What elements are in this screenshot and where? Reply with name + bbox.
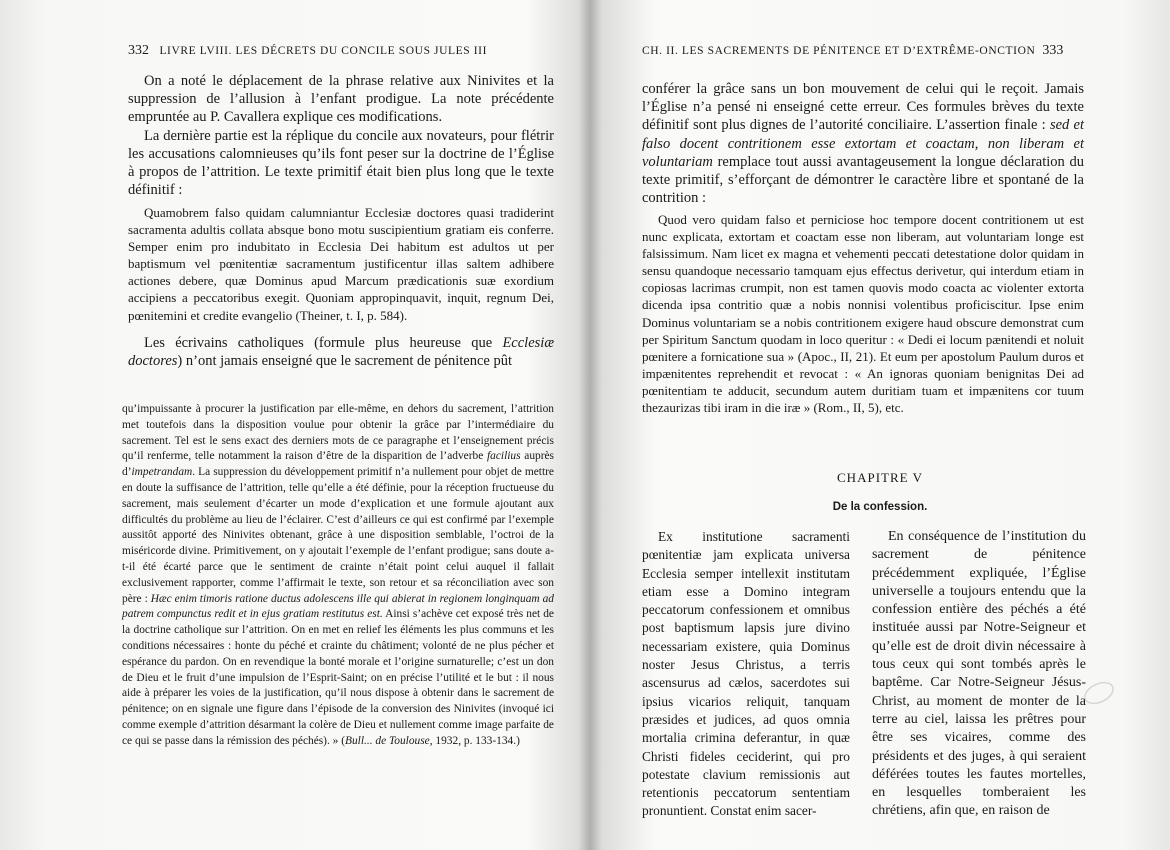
latin-column-text: Ex institutione sacramenti pœnitentiæ jam explicata universa Ecclesia semper intellexit institutam etiam esse a Domino integram peccatorum confessionem et omnibus post baptismum lapsis jure divino necessariam existere, quia Dominus noster Jesus Christus, a terris ascensurus ad cælos, sacerdotes sui ipsius vicarios reliquit, tanquam præsides et judices, ad quos omnia mortalia crimina deferantur, in quæ Christi fideles ceciderint, qui pro potestate clavium remissionis aut retentionis peccatorum sententiam pronuntient. Constat enim sacer- <box>642 529 850 819</box>
chapter-heading: CHAPITRE V <box>837 470 923 485</box>
footnote-italic: impetrandam <box>131 466 193 479</box>
left-head-title: LIVRE LVIII. LES DÉCRETS DU CONCILE SOUS JULES III <box>159 45 488 57</box>
right-page <box>590 0 1170 850</box>
footnote-part: auprès d’ <box>122 450 554 479</box>
footnote-part: . La suppression du développement primitif n’a nullement pour objet de mettre en doute la suffisance de l’attrition, telle qu’elle a été définie, pour la réception fructueuse du sacrement, mais seulement d’écarter un mode d’explication et une formule ajoutant aux difficultés du problème au lieu de l’éclairer. C’est d’ailleurs ce qui est confirmé par l’exemple aussitôt apporté des Ninivites obtenant, grâce à une disposition semblable, l’octroi de la miséricorde divine. Primitivement, on y ajoutait l’exemple de l’enfant prodigue; sans doute a-t-il été écarté parce que le sentiment de crainte n’était point celui auquel il fallait exclusivement rapporter, comme l’affirmait le texte, son retour et sa réconciliation avec son père : <box>122 466 554 605</box>
left-latin-quote <box>128 204 554 324</box>
right-page-number: 333 <box>1042 43 1064 58</box>
footnote-italic: Bull... de Toulouse <box>345 734 430 747</box>
left-running-head <box>128 43 487 59</box>
left-final-para <box>128 334 554 370</box>
footnote-italic: Hæc enim timoris ratione ductus adolescens ille qui abierat in regionem longinquam ad patrem compunctus redit et in ejus gratiam restitutus est. <box>122 592 555 621</box>
footnote-part: , 1932, p. 133-134.) <box>429 734 520 747</box>
footnote-part: Ainsi s’achève cet exposé très net de la doctrine catholique sur l’attrition. On en met en relief les éléments les plus communs et les conditions nécessaires : honte du péché et crainte du châtiment; volonté de ne plus pécher et espérance du pardon. On en revendique la bonté morale et l’origine surnaturelle; c’est un don de Dieu et le fruit d’une impulsion de l’Esprit-Saint; on en précise l’utilité et le but : il nous aide à préparer les voies de la justification, qu’il nous dispose à obtenir dans le sacrement de pénitence; on en signale une figure dans l’épisode de la conversion des Ninivites (invoqué ici comme exemple d’attrition désarmant la colère de Dieu et nullement comme image parfaite de ce qui se passe dans la rémission des péchés). » ( <box>122 608 554 747</box>
para-end: remplace tout aussi avantageusement la longue déclaration du texte primitif, s’efforçant de démontrer le caractère libre et spontané de la contrition : <box>642 153 1084 207</box>
paragraph-derniere-partie: La dernière partie est la réplique du concile aux novateurs, pour flétrir les accusations calomnieuses qu’ils font peser sur la doctrine de l’Église à propos de l’attrition. Le texte primitif était bien plus long que le texte définitif : <box>128 127 554 199</box>
para-italic: Ecclesiæ doctores <box>128 335 554 370</box>
para-end: ) n’ont jamais enseigné que le sacrement de pénitence pût <box>177 353 512 370</box>
paragraph-ninivites: On a noté le déplacement de la phrase relative aux Ninivites et la suppression de l’allusion à l’enfant prodigue. La note précédente empruntée au P. Cavallera explique ces modifications. <box>128 73 554 126</box>
french-column-text: En conséquence de l’institution du sacrement de pénitence précédemment expliquée, l’Église universelle a toujours entendu que la confession entière des péchés a été instituée aussi par Notre-Seigneur et qu’elle est de droit divin nécessaire à tous ceux qui sont tombés après le baptême. Car Notre-Seigneur Jésus-Christ, au moment de monter de la terre au ciel, laissa les prêtres pour être ses vicaires, comme des présidents et des juges, à qui seraient déférées toutes les fautes mortelles, en lesquelles tomberaient les chrétiens, afin que, en raison de <box>872 529 1086 819</box>
right-running-head <box>642 43 1063 59</box>
footnote-part: qu’impuissante à procurer la justification par elle-même, en dehors du sacrement, l’attrition met toutefois dans la disposition voulue pour obtenir la grâce par l’intermédiaire du sacrement. Tel est le sens exact des derniers mots de ce paragraphe et l’enseignement précis qu’il renferme, telle notamment la raison d’être de la disparition de l’adverbe <box>122 403 554 463</box>
para-italic: sed et falso docent contritionem esse extortam et coactam, non liberam et voluntariam <box>642 117 1084 170</box>
latin-column <box>642 528 850 821</box>
footnote-text <box>122 402 554 750</box>
library-stamp-mark <box>1082 680 1116 706</box>
latin-quote-text: Quamobrem falso quidam calumniantur Ecclesiæ doctores quasi tradiderint sacramenta adultis collata absque bono motu suscipientium gratiam eis conferre. Semper enim pro indubitato in Ecclesia Dei habitum est adultos ut per baptismum vel pœnitentiæ sacramentum justificentur illas saltem adhibere actiones debere, quæ Dominus apud Marcum prædicationis suæ exordium accipiens a peccatoribus exegit. Quoniam appropinquavit, inquit, regnum Dei, pœnitemini et credite evangelio (Theiner, t. I, p. 584). <box>128 205 554 323</box>
footnote-italic: facilius <box>487 450 521 463</box>
paragraph-conferer <box>642 80 1084 207</box>
latin-quote-text: Quod vero quidam falso et perniciose hoc tempore docent contritionem ut est nunc explicata, extortam et coactam esse non liberam, aut voluntariam longe est falsissimum. Nam licet ex magna et vehementi peccati detestatione dolor quidam in sensu quandoque necessario tamquam ejus effectus derivetur, qui interdum etiam in copiosas lacrimas crumpit, non est tamen quovis modo coacta ac violenter extorta dicenda ipsa contritio quæ a nobis nonnisi volentibus proficiscitur. Ipse enim Dominus voluntariam se a nobis contritionem exigere haud obscure demonstrat cum per Spiritum Sanctum quodam in loco queritur : « Dedi ei locum pænitendi et noluit pœnitere a fornicatione sua » (Apoc., II, 21). Et eum per apostolum Paulum duros et impænitentes reprehendit et revocat : « An ignoras quoniam benignitas Dei ad pœnitentiam te adducit, secundum autem duritiam tuam et impænitens cor tuum thezaurizas tibi iram in die iræ » (Rom., II, 5), etc. <box>642 212 1084 416</box>
right-head-title: CH. II. LES SACREMENTS DE PÉNITENCE ET D’EXTRÊME-ONCTION <box>642 45 1036 57</box>
chapter-title: De la confession. <box>832 501 928 513</box>
french-column <box>872 528 1086 821</box>
left-intro-text <box>128 72 554 199</box>
para-start: conférer la grâce sans un bon mouvement de celui qui le reçoit. Jamais l’Église n’a pensé ni enseigné cette erreur. Ces formules brèves du texte définitif sont plus dignes de l’autorité conciliaire. L’assertion finale : <box>642 81 1084 134</box>
right-intro-text <box>642 80 1084 207</box>
right-latin-quote <box>642 211 1084 416</box>
left-footnote <box>122 402 554 750</box>
paragraph-ecrivains <box>128 334 554 370</box>
para-start: Les écrivains catholiques (formule plus heureuse que <box>144 335 503 351</box>
left-page-number: 332 <box>128 43 149 58</box>
